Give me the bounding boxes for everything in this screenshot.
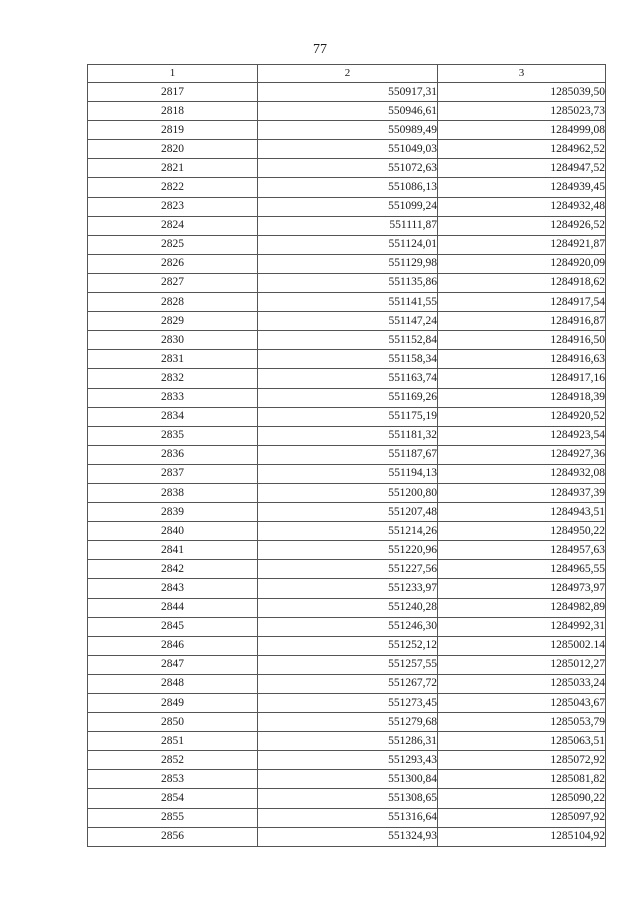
point-number-cell: 2825 [88, 235, 258, 254]
x-coordinate-cell: 551072,63 [258, 159, 438, 178]
table-row [88, 522, 606, 541]
y-coordinate-cell: 1284982,89 [438, 598, 606, 617]
x-coordinate-cell: 551308,65 [258, 789, 438, 808]
point-number-cell: 2845 [88, 617, 258, 636]
x-coordinate-cell: 551257,55 [258, 655, 438, 674]
table-row [88, 808, 606, 827]
y-coordinate-cell: 1284916,87 [438, 312, 606, 331]
point-number-cell: 2838 [88, 483, 258, 502]
table-row [88, 140, 606, 159]
x-coordinate-cell: 551214,26 [258, 522, 438, 541]
point-number-cell: 2848 [88, 674, 258, 693]
table-row [88, 293, 606, 312]
table-row [88, 159, 606, 178]
point-number-cell: 2833 [88, 388, 258, 407]
point-number-cell: 2853 [88, 770, 258, 789]
point-number-cell: 2830 [88, 331, 258, 350]
table-row [88, 579, 606, 598]
x-coordinate-cell: 551169,26 [258, 388, 438, 407]
x-coordinate-cell: 551124,01 [258, 235, 438, 254]
x-coordinate-cell: 551147,24 [258, 312, 438, 331]
x-coordinate-cell: 551286,31 [258, 732, 438, 751]
x-coordinate-cell: 551187,67 [258, 445, 438, 464]
point-number-cell: 2826 [88, 254, 258, 273]
y-coordinate-cell: 1285023,73 [438, 102, 606, 121]
table-row [88, 331, 606, 350]
x-coordinate-cell: 551233,97 [258, 579, 438, 598]
y-coordinate-cell: 1285012,27 [438, 655, 606, 674]
x-coordinate-cell: 551111,87 [258, 216, 438, 235]
x-coordinate-cell: 550946,61 [258, 102, 438, 121]
table-row [88, 312, 606, 331]
y-coordinate-cell: 1284917,54 [438, 293, 606, 312]
point-number-cell: 2842 [88, 560, 258, 579]
x-coordinate-cell: 551227,56 [258, 560, 438, 579]
x-coordinate-cell: 551300,84 [258, 770, 438, 789]
point-number-cell: 2846 [88, 636, 258, 655]
table-row [88, 178, 606, 197]
column-header-2: 2 [258, 65, 438, 83]
y-coordinate-cell: 1285097,92 [438, 808, 606, 827]
point-number-cell: 2852 [88, 751, 258, 770]
x-coordinate-cell: 551293,43 [258, 751, 438, 770]
x-coordinate-cell: 551246,30 [258, 617, 438, 636]
point-number-cell: 2854 [88, 789, 258, 808]
y-coordinate-cell: 1284957,63 [438, 541, 606, 560]
table-body [88, 83, 606, 847]
x-coordinate-cell: 551049,03 [258, 140, 438, 159]
x-coordinate-cell: 551181,32 [258, 426, 438, 445]
table-row [88, 560, 606, 579]
table-row [88, 102, 606, 121]
y-coordinate-cell: 1284950,22 [438, 522, 606, 541]
table-row [88, 655, 606, 674]
y-coordinate-cell: 1285081,82 [438, 770, 606, 789]
table-row [88, 197, 606, 216]
coordinates-table [87, 64, 606, 847]
y-coordinate-cell: 1285033,24 [438, 674, 606, 693]
x-coordinate-cell: 551086,13 [258, 178, 438, 197]
point-number-cell: 2828 [88, 293, 258, 312]
y-coordinate-cell: 1284916,50 [438, 331, 606, 350]
y-coordinate-cell: 1284932,08 [438, 464, 606, 483]
y-coordinate-cell: 1285043,67 [438, 694, 606, 713]
y-coordinate-cell: 1285039,50 [438, 83, 606, 102]
point-number-cell: 2835 [88, 426, 258, 445]
x-coordinate-cell: 551252,12 [258, 636, 438, 655]
point-number-cell: 2851 [88, 732, 258, 751]
table-row [88, 694, 606, 713]
y-coordinate-cell: 1284917,16 [438, 369, 606, 388]
table-header-row [88, 65, 606, 83]
x-coordinate-cell: 550989,49 [258, 121, 438, 140]
x-coordinate-cell: 551207,48 [258, 503, 438, 522]
y-coordinate-cell: 1284918,39 [438, 388, 606, 407]
x-coordinate-cell: 551316,64 [258, 808, 438, 827]
y-coordinate-cell: 1284920,52 [438, 407, 606, 426]
table-row [88, 388, 606, 407]
point-number-cell: 2832 [88, 369, 258, 388]
x-coordinate-cell: 551175,19 [258, 407, 438, 426]
point-number-cell: 2850 [88, 713, 258, 732]
point-number-cell: 2849 [88, 694, 258, 713]
table-row [88, 713, 606, 732]
y-coordinate-cell: 1284965,55 [438, 560, 606, 579]
y-coordinate-cell: 1285090,22 [438, 789, 606, 808]
y-coordinate-cell: 1285053,79 [438, 713, 606, 732]
table-row [88, 483, 606, 502]
point-number-cell: 2831 [88, 350, 258, 369]
point-number-cell: 2821 [88, 159, 258, 178]
table-row [88, 770, 606, 789]
y-coordinate-cell: 1284927,36 [438, 445, 606, 464]
point-number-cell: 2823 [88, 197, 258, 216]
table-row [88, 83, 606, 102]
x-coordinate-cell: 551279,68 [258, 713, 438, 732]
table-row [88, 732, 606, 751]
table-row [88, 216, 606, 235]
table-row [88, 789, 606, 808]
y-coordinate-cell: 1284943,51 [438, 503, 606, 522]
table-row [88, 273, 606, 292]
page-number: 77 [313, 42, 327, 57]
point-number-cell: 2847 [88, 655, 258, 674]
point-number-cell: 2837 [88, 464, 258, 483]
point-number-cell: 2817 [88, 83, 258, 102]
x-coordinate-cell: 551135,86 [258, 273, 438, 292]
point-number-cell: 2822 [88, 178, 258, 197]
y-coordinate-cell: 1285072,92 [438, 751, 606, 770]
point-number-cell: 2841 [88, 541, 258, 560]
table-row [88, 254, 606, 273]
table-row [88, 369, 606, 388]
point-number-cell: 2840 [88, 522, 258, 541]
point-number-cell: 2843 [88, 579, 258, 598]
point-number-cell: 2824 [88, 216, 258, 235]
point-number-cell: 2819 [88, 121, 258, 140]
x-coordinate-cell: 551324,93 [258, 827, 438, 846]
table-row [88, 751, 606, 770]
y-coordinate-cell: 1285104,92 [438, 827, 606, 846]
point-number-cell: 2820 [88, 140, 258, 159]
table-row [88, 636, 606, 655]
y-coordinate-cell: 1284937,39 [438, 483, 606, 502]
y-coordinate-cell: 1285002.14 [438, 636, 606, 655]
y-coordinate-cell: 1284962,52 [438, 140, 606, 159]
column-header-3: 3 [438, 65, 606, 83]
x-coordinate-cell: 551273,45 [258, 694, 438, 713]
table-row [88, 121, 606, 140]
table-row [88, 407, 606, 426]
table-row [88, 598, 606, 617]
x-coordinate-cell: 551163,74 [258, 369, 438, 388]
x-coordinate-cell: 551240,28 [258, 598, 438, 617]
y-coordinate-cell: 1284932,48 [438, 197, 606, 216]
point-number-cell: 2827 [88, 273, 258, 292]
point-number-cell: 2839 [88, 503, 258, 522]
x-coordinate-cell: 551194,13 [258, 464, 438, 483]
y-coordinate-cell: 1284921,87 [438, 235, 606, 254]
table-row [88, 235, 606, 254]
table-row [88, 617, 606, 636]
y-coordinate-cell: 1284999,08 [438, 121, 606, 140]
point-number-cell: 2844 [88, 598, 258, 617]
table-row [88, 350, 606, 369]
y-coordinate-cell: 1284923,54 [438, 426, 606, 445]
x-coordinate-cell: 551200,80 [258, 483, 438, 502]
x-coordinate-cell: 551129,98 [258, 254, 438, 273]
x-coordinate-cell: 551220,96 [258, 541, 438, 560]
y-coordinate-cell: 1284916,63 [438, 350, 606, 369]
point-number-cell: 2856 [88, 827, 258, 846]
x-coordinate-cell: 551152,84 [258, 331, 438, 350]
point-number-cell: 2818 [88, 102, 258, 121]
table-row [88, 464, 606, 483]
x-coordinate-cell: 550917,31 [258, 83, 438, 102]
point-number-cell: 2836 [88, 445, 258, 464]
y-coordinate-cell: 1284920,09 [438, 254, 606, 273]
table-row [88, 827, 606, 846]
point-number-cell: 2829 [88, 312, 258, 331]
y-coordinate-cell: 1285063,51 [438, 732, 606, 751]
column-header-1: 1 [88, 65, 258, 83]
x-coordinate-cell: 551099,24 [258, 197, 438, 216]
y-coordinate-cell: 1284947,52 [438, 159, 606, 178]
table-row [88, 674, 606, 693]
y-coordinate-cell: 1284973,97 [438, 579, 606, 598]
table-row [88, 541, 606, 560]
y-coordinate-cell: 1284926,52 [438, 216, 606, 235]
x-coordinate-cell: 551267,72 [258, 674, 438, 693]
table-row [88, 503, 606, 522]
y-coordinate-cell: 1284939,45 [438, 178, 606, 197]
x-coordinate-cell: 551158,34 [258, 350, 438, 369]
table-row [88, 426, 606, 445]
table-row [88, 445, 606, 464]
point-number-cell: 2834 [88, 407, 258, 426]
y-coordinate-cell: 1284992,31 [438, 617, 606, 636]
point-number-cell: 2855 [88, 808, 258, 827]
x-coordinate-cell: 551141,55 [258, 293, 438, 312]
y-coordinate-cell: 1284918,62 [438, 273, 606, 292]
